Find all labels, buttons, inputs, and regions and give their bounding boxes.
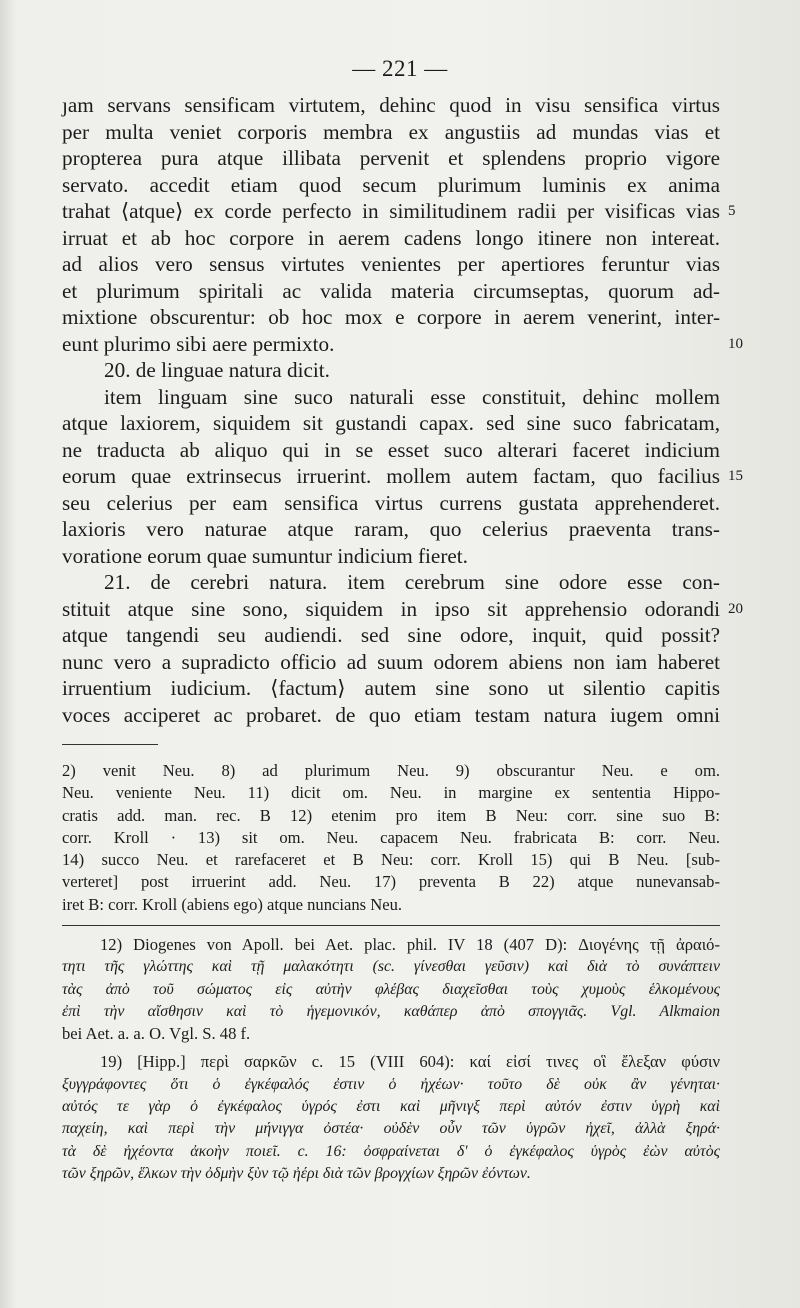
page-number-header: — 221 — [352,56,448,81]
apparatus-line: 2) venit Neu. 8) ad plurimum Neu. 9) obscurantur Neu. e om. [62,761,720,780]
chapter-heading-21: 21. de cerebri natura. item cerebrum sine odore esse con- [104,570,720,594]
text-line: laxioris vero naturae atque raram, quo celerius praeventa trans- [62,517,720,541]
apparatus-line: corr. Kroll · 13) sit om. Neu. capacem Neu. frabricata B: corr. Neu. [62,827,720,847]
text-line: atque tangendi seu audiendi. sed sine odore, inquit, quid possit? [62,623,720,647]
text-line: nunc vero a supradicto officio ad suum odorem abiens non iam haberet [62,649,720,674]
critical-apparatus [62,760,720,916]
text-line: trahat ⟨atque⟩ ex corde perfecto in similitudinem radii per visificas vias 5 [62,198,720,225]
note-line: ἐπὶ τὴν αἴσθησιν καὶ τὸ ἡγεμονικόν, καθάπερ ἀπὸ σπογγιᾶς. Vgl. Alkmaion [62,1002,720,1020]
note-line: 12) Diogenes von Apoll. bei Aet. plac. phil. IV 18 (407 D): Διογένης τῇ ἀραιό- [100,935,720,954]
line-number: 10 [728,335,743,352]
chapter-heading-20: 20. de linguae natura dicit. [104,358,330,382]
apparatus-line: cratis add. man. rec. B 12) etenim pro item B Neu: corr. sine suo B: [62,805,720,825]
text-line: ad alios vero sensus virtutes venientes per apertiores feruntur vias [62,252,720,276]
text-line: eunt plurimo sibi aere permixto. 10 [62,331,720,358]
text-line: ne traducta ab aliquo qui in se esset suco alterari faceret indicium [62,437,720,462]
note-line: ξυγγράφοντες ὅτι ὁ ἐγκέφαλός ἐστιν ὁ ἠχέων· τοῦτο δὲ οὐκ ἂν γένηται· [62,1075,720,1093]
text-line: per multa veniet corporis membra ex angustiis ad mundas vias et [62,119,720,144]
line-number: 15 [728,468,743,484]
note-line: 19) [Hipp.] περὶ σαρκῶν c. 15 (VIII 604): καί εἰσί τινες οἳ ἔλεξαν φύσιν [100,1052,720,1072]
note-line: τητι τῆς γλώττης καὶ τῇ μαλακότητι (sc. γίνεσθαι γεῦσιν) καὶ διὰ τὸ συνάπτειν [62,958,720,976]
apparatus-line: Neu. veniente Neu. 11) dicit om. Neu. in margine ex sententia Hippo- [62,783,720,803]
line-number: 20 [728,600,743,617]
text-line: irruat et ab hoc corpore in aerem cadens longo itinere non intereat. [62,225,720,250]
line-number: 5 [728,203,736,219]
text-line: irruentium iudicium. ⟨factum⟩ autem sine sono ut silentio capitis [62,676,720,700]
text-line: stituit atque sine sono, siquidem in ipso sit apprehensio odorandi 20 [62,596,720,623]
text-line: eorum quae extrinsecus irruerint. mollem autem factam, quo facilius 15 [62,463,720,490]
note-line: αὐτός τε γὰρ ὁ ἐγκέφαλος ὑγρός ἐστι καὶ μῆνιγξ περὶ αὐτόν ἐστιν ὑγρὴ καὶ [62,1098,720,1116]
text-line: propterea pura atque illibata pervenit et splendens proprio vigore [62,146,720,170]
note-line: τὰς ἀπὸ τοῦ σώματος εἰς αὐτὴν φλέβας διαχεῖσθαι τοὺς χυμοὺς ἑλκομένους [62,980,720,998]
text-line: servato. accedit etiam quod secum plurimum luminis ex anima [62,172,720,197]
text-line: item linguam sine suco naturali esse constituit, dehinc mollem [104,384,720,409]
main-text-block [62,92,743,728]
source-notes [62,934,720,1185]
text-line: voces acciperet ac probaret. de quo etiam testam natura iugem omni [62,702,720,727]
apparatus-line: verteret] post irruerint add. Neu. 17) preventa B 22) atque nunevansab- [62,872,720,892]
note-line: bei Aet. a. a. O. Vgl. S. 48 f. [62,1024,251,1044]
text-line: seu celerius per eam sensifica virtus currens gustata apprehenderet. [62,490,720,515]
note-line: παχείη, καὶ περὶ τὴν μήνιγγα ὀστέα· οὐδὲν οὖν τῶν ὑγρῶν ἠχεῖ, ἀλλὰ ξηρά· [62,1120,720,1138]
text-line: voratione eorum quae sumuntur indicium fieret. [62,543,468,568]
text-line: et plurimum spiritali ac valida materia circumseptas, quorum ad- [62,278,720,303]
text-line: ȷam servans sensificam virtutem, dehinc quod in visu sensifica virtus [62,93,720,117]
text-line: mixtione obscurentur: ob hoc mox e corpore in aerem venerint, inter- [62,305,720,329]
apparatus-rule [62,744,158,745]
note-line: τῶν ξηρῶν, ἕλκων τὴν ὀδμὴν ξὺν τῷ ἠέρι διὰ τῶν βρογχίων ξηρῶν ἐόντων. [62,1164,531,1182]
text-line: atque laxiorem, siquidem sit gustandi capax. sed sine suco fabricatam, [62,411,720,435]
notes-rule [62,925,720,926]
apparatus-line: iret B: corr. Kroll (abiens ego) atque nuncians Neu. [62,894,403,914]
apparatus-line: 14) succo Neu. et rarefaceret et B Neu: corr. Kroll 15) qui B Neu. [sub- [62,850,720,870]
note-line: τὰ δὲ ἠχέοντα ἀκοὴν ποιεῖ. c. 16: ὀσφραίνεται δ' ὁ ἐγκέφαλος ὑγρὸς ἐὼν αὐτὸς [62,1142,720,1160]
